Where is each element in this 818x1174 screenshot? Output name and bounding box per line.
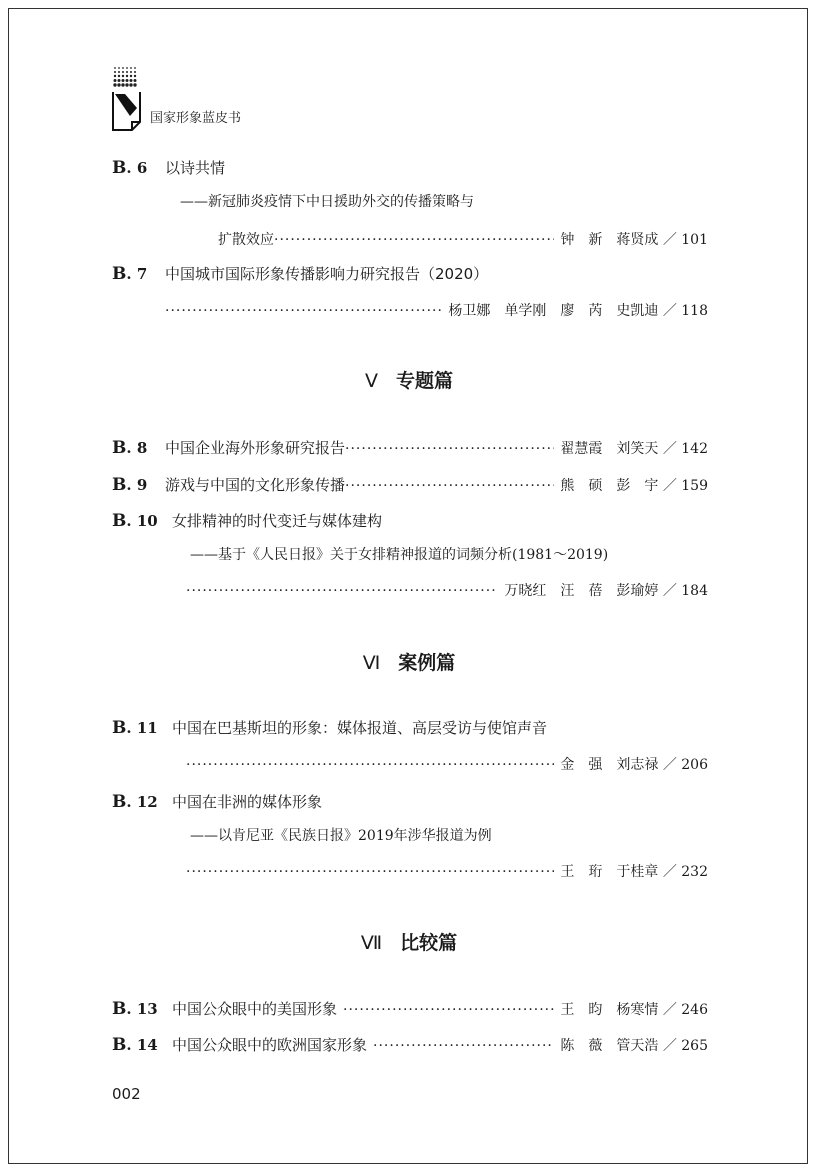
dot-leader <box>337 1000 554 1020</box>
entry-page: 159 <box>681 478 708 494</box>
entry-title-continued: 扩散效应 <box>218 232 274 248</box>
entry-title: 中国企业海外形象研究报告 <box>165 439 346 457</box>
entry-title: 以诗共情 <box>165 159 226 177</box>
separator: ／ <box>662 583 677 599</box>
entry-page: 118 <box>681 303 708 319</box>
entry-authors: 陈 薇 管天浩 <box>560 1038 659 1054</box>
dot-leader <box>345 476 554 496</box>
entry-title: 游戏与中国的文化形象传播 <box>165 476 346 494</box>
page-number: 002 <box>112 1085 141 1103</box>
dot-leader <box>367 1036 554 1056</box>
toc-row[interactable] <box>165 438 708 459</box>
entry-title: 女排精神的时代变迁与媒体建构 <box>172 512 383 530</box>
entry-authors: 杨卫娜 单学刚 廖 芮 史凯迪 <box>448 303 659 319</box>
dot-leader <box>345 439 554 459</box>
section-number: Ⅵ <box>362 652 381 674</box>
separator: ／ <box>662 1002 677 1018</box>
entry-title: 中国公众眼中的美国形象 <box>172 1000 338 1018</box>
entry-authors: 翟慧霞 刘笑天 <box>560 441 659 457</box>
entry-title: 中国公众眼中的欧洲国家形象 <box>172 1036 368 1054</box>
entry-page: 265 <box>681 1038 708 1054</box>
separator: ／ <box>662 303 677 319</box>
toc-row[interactable] <box>218 230 708 250</box>
entry-subtitle: ——新冠肺炎疫情下中日援助外交的传播策略与 <box>180 194 474 210</box>
book-series-icon <box>112 64 142 134</box>
dot-leader <box>186 755 554 775</box>
entry-subtitle: ——以肯尼亚《民族日报》2019年涉华报道为例 <box>190 828 492 844</box>
entry-authors: 万晓红 汪 蓓 彭瑜婷 <box>504 583 659 599</box>
entry-code: B. 9 <box>112 475 148 495</box>
separator: ／ <box>662 864 677 880</box>
section-number: Ⅶ <box>360 932 383 954</box>
entry-page: 101 <box>681 232 708 248</box>
separator: ／ <box>662 441 677 457</box>
entry-page: 184 <box>681 583 708 599</box>
section-heading <box>0 368 818 394</box>
entry-authors: 王 昀 杨寒情 <box>560 1002 659 1018</box>
toc-row[interactable] <box>172 1035 708 1056</box>
entry-title: 中国城市国际形象传播影响力研究报告（2020） <box>165 265 489 283</box>
toc-row[interactable] <box>165 475 708 496</box>
entry-code: B. 13 <box>112 999 158 1019</box>
entry-code: B. 8 <box>112 438 148 458</box>
separator: ／ <box>662 1038 677 1054</box>
separator: ／ <box>662 232 677 248</box>
entry-subtitle: ——基于《人民日报》关于女排精神报道的词频分析(1981～2019) <box>190 547 609 563</box>
entry-authors: 熊 硕 彭 宇 <box>560 478 659 494</box>
toc-row[interactable] <box>186 755 708 775</box>
dot-leader <box>186 862 554 882</box>
entry-authors: 金 强 刘志禄 <box>560 757 659 773</box>
entry-authors: 王 珩 于桂章 <box>560 864 659 880</box>
entry-title: 中国在非洲的媒体形象 <box>172 793 323 811</box>
section-heading <box>0 930 818 956</box>
toc-row[interactable] <box>186 862 708 882</box>
section-name: 专题篇 <box>395 370 453 392</box>
entry-code: B. 10 <box>112 511 158 531</box>
dot-leader <box>186 581 498 601</box>
entry-code: B. 11 <box>112 718 158 738</box>
entry-page: 232 <box>681 864 708 880</box>
entry-code: B. 14 <box>112 1035 158 1055</box>
section-name: 比较篇 <box>400 932 458 954</box>
toc-row[interactable] <box>186 581 708 601</box>
entry-page: 142 <box>681 441 708 457</box>
entry-code: B. 6 <box>112 158 148 178</box>
section-heading <box>0 650 818 676</box>
dot-leader <box>274 230 554 250</box>
separator: ／ <box>662 478 677 494</box>
entry-code: B. 7 <box>112 264 148 284</box>
entry-code: B. 12 <box>112 792 158 812</box>
dot-leader <box>165 301 442 321</box>
entry-page: 246 <box>681 1002 708 1018</box>
section-name: 案例篇 <box>398 652 456 674</box>
toc-row[interactable] <box>172 999 708 1020</box>
toc-row[interactable] <box>165 301 708 321</box>
section-number: Ⅴ <box>364 370 378 392</box>
separator: ／ <box>662 757 677 773</box>
entry-title: 中国在巴基斯坦的形象：媒体报道、高层受访与使馆声音 <box>172 719 548 737</box>
series-title: 国家形象蓝皮书 <box>150 111 242 126</box>
entry-page: 206 <box>681 757 708 773</box>
entry-authors: 钟 新 蒋贤成 <box>560 232 659 248</box>
